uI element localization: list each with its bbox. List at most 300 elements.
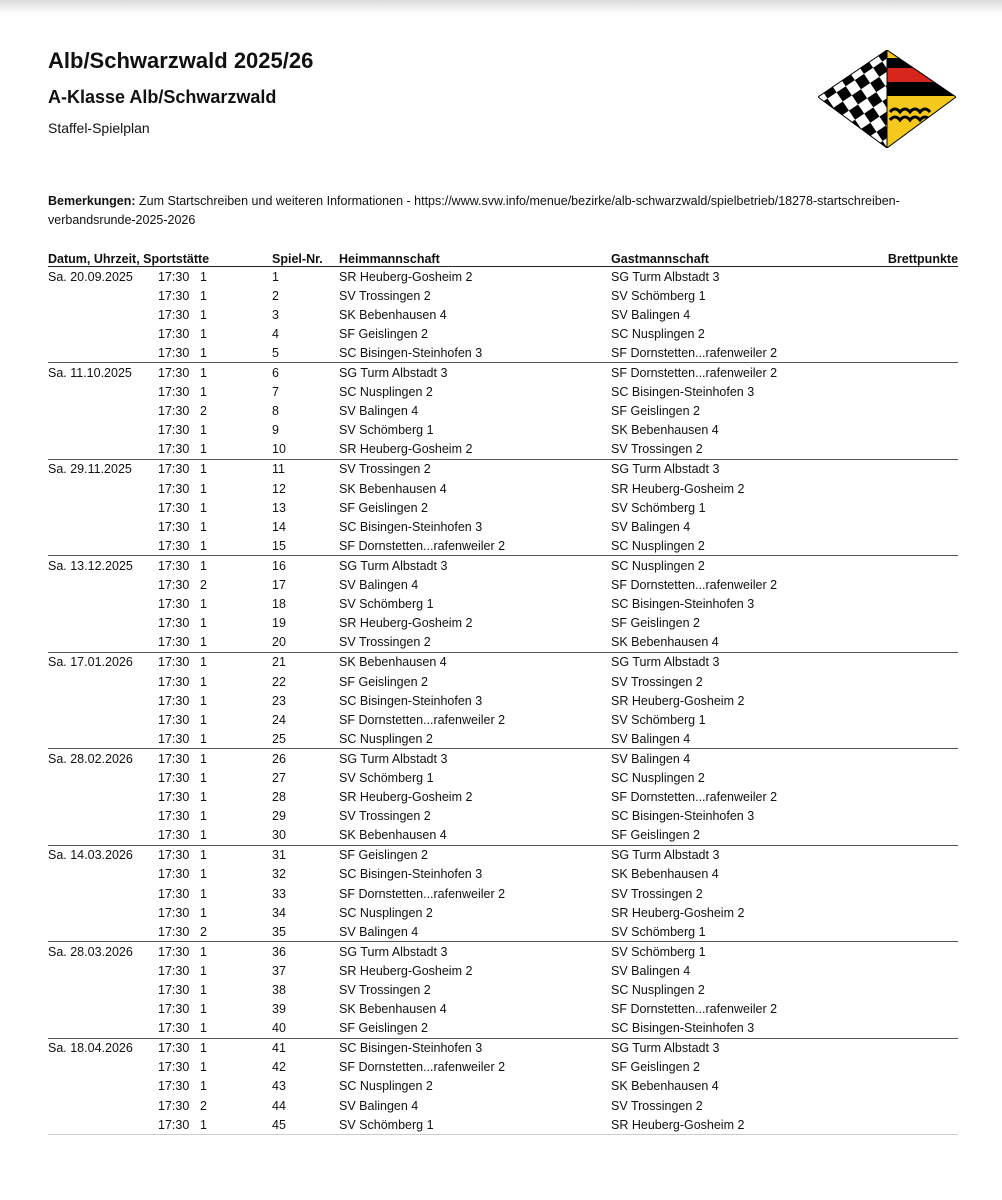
home-team: SV Schömberg 1	[339, 597, 434, 612]
game-time: 17:30	[158, 905, 190, 920]
page-title: Alb/Schwarzwald 2025/26	[48, 48, 314, 73]
game-nr: 10	[272, 442, 286, 457]
board-points	[883, 595, 958, 614]
table-row	[48, 459, 958, 479]
round-date	[48, 536, 158, 556]
home-team: SC Nusplingen 2	[339, 731, 433, 746]
game-venue: 1	[200, 481, 207, 496]
home-team: SV Balingen 4	[339, 404, 419, 419]
game-time: 17:30	[158, 924, 190, 939]
board-points	[883, 1096, 958, 1115]
game-nr: 31	[272, 845, 339, 865]
game-time: 17:30	[158, 385, 190, 400]
game-venue: 1	[200, 267, 272, 287]
table-row	[48, 903, 958, 922]
game-time: 17:30	[158, 845, 200, 865]
home-team: SK Bebenhausen 4	[339, 481, 447, 496]
home-team: SV Schömberg 1	[339, 1115, 611, 1135]
guest-team: SK Bebenhausen 4	[611, 423, 719, 438]
board-points	[883, 884, 958, 903]
guest-team: SF Dornstetten...rafenweiler 2	[611, 790, 778, 805]
game-time: 17:30	[158, 500, 190, 515]
board-points	[883, 672, 958, 691]
round-date	[48, 807, 158, 826]
game-nr: 12	[272, 481, 286, 496]
guest-team: SC Nusplingen 2	[611, 770, 705, 785]
guest-team: SR Heuberg-Gosheim 2	[611, 905, 745, 920]
round-date	[48, 768, 158, 787]
guest-team: SV Trossingen 2	[611, 1098, 703, 1113]
game-nr: 32	[272, 867, 286, 882]
game-venue: 1	[200, 556, 272, 576]
game-nr: 30	[272, 828, 286, 843]
game-venue: 1	[200, 1021, 207, 1036]
round-date	[48, 633, 158, 653]
game-nr: 20	[272, 635, 286, 650]
table-row	[48, 1077, 958, 1096]
round-date	[48, 498, 158, 517]
round-date: Sa. 20.09.2025	[48, 267, 158, 287]
table-row	[48, 922, 958, 942]
game-nr: 9	[272, 423, 279, 438]
header-home: Heimmannschaft	[339, 248, 611, 267]
game-venue: 1	[200, 731, 207, 746]
guest-team: SG Turm Albstadt 3	[611, 652, 883, 672]
home-team: SC Bisingen-Steinhofen 3	[339, 1038, 611, 1058]
home-team: SV Balingen 4	[339, 578, 419, 593]
guest-team: SK Bebenhausen 4	[611, 1079, 719, 1094]
game-venue: 1	[200, 828, 207, 843]
board-points	[883, 343, 958, 363]
game-venue: 1	[200, 288, 207, 303]
game-time: 17:30	[158, 597, 190, 612]
guest-team: SK Bebenhausen 4	[611, 867, 719, 882]
viewer-top-shade	[0, 0, 1002, 14]
round-date: Sa. 11.10.2025	[48, 363, 158, 383]
round-date	[48, 710, 158, 729]
board-points	[883, 865, 958, 884]
round-date	[48, 729, 158, 749]
game-nr: 34	[272, 905, 286, 920]
table-header-row	[48, 248, 958, 267]
round-date	[48, 691, 158, 710]
game-venue: 1	[200, 712, 207, 727]
game-venue: 2	[200, 1098, 207, 1113]
game-time: 17:30	[158, 983, 190, 998]
board-points	[883, 614, 958, 633]
round-date	[48, 1115, 158, 1135]
guest-team: SV Schömberg 1	[611, 500, 706, 515]
board-points	[883, 729, 958, 749]
home-team: SV Trossingen 2	[339, 288, 431, 303]
board-points	[883, 1115, 958, 1135]
table-row	[48, 1115, 958, 1135]
game-venue: 1	[200, 442, 207, 457]
logo-flag-half	[887, 50, 956, 148]
table-row	[48, 440, 958, 460]
game-nr: 24	[272, 712, 286, 727]
remarks-text: Zum Startschreiben und weiteren Informationen - https://www.svw.info/menue/bezirke/alb-schwarzwald/spielbetrieb/18278-startschreiben-verbandsrunde-2025-2026	[48, 194, 900, 227]
round-date	[48, 614, 158, 633]
table-row	[48, 1019, 958, 1039]
board-points	[883, 903, 958, 922]
table-row	[48, 556, 958, 576]
home-team: SK Bebenhausen 4	[339, 652, 611, 672]
game-nr: 27	[272, 770, 286, 785]
game-venue: 1	[200, 597, 207, 612]
game-time: 17:30	[158, 1002, 190, 1017]
round-date	[48, 961, 158, 980]
game-nr: 37	[272, 963, 286, 978]
game-time: 17:30	[158, 519, 190, 534]
game-time: 17:30	[158, 731, 190, 746]
home-team: SF Geislingen 2	[339, 326, 428, 341]
home-team: SR Heuberg-Gosheim 2	[339, 616, 473, 631]
game-venue: 1	[200, 1060, 207, 1075]
home-team: SG Turm Albstadt 3	[339, 749, 611, 769]
guest-team: SV Balingen 4	[611, 307, 691, 322]
game-nr: 11	[272, 459, 339, 479]
table-row	[48, 498, 958, 517]
game-venue: 1	[200, 809, 207, 824]
board-points	[883, 807, 958, 826]
round-date	[48, 402, 158, 421]
guest-team: SV Schömberg 1	[611, 288, 706, 303]
schedule-table	[48, 248, 958, 1135]
board-points	[883, 402, 958, 421]
guest-team: SF Geislingen 2	[611, 404, 700, 419]
game-venue: 2	[200, 578, 207, 593]
round-date	[48, 440, 158, 460]
game-venue: 1	[200, 790, 207, 805]
game-venue: 1	[200, 616, 207, 631]
board-points	[883, 576, 958, 595]
round-date	[48, 595, 158, 614]
home-team: SR Heuberg-Gosheim 2	[339, 442, 473, 457]
table-row	[48, 865, 958, 884]
guest-team: SF Geislingen 2	[611, 1060, 700, 1075]
guest-team: SV Balingen 4	[611, 519, 691, 534]
game-nr: 25	[272, 731, 286, 746]
table-row	[48, 1096, 958, 1115]
table-row	[48, 305, 958, 324]
home-team: SR Heuberg-Gosheim 2	[339, 790, 473, 805]
board-points	[883, 845, 958, 865]
home-team: SK Bebenhausen 4	[339, 307, 447, 322]
game-time: 17:30	[158, 307, 190, 322]
table-row	[48, 826, 958, 846]
guest-team: SV Trossingen 2	[611, 674, 703, 689]
board-points	[883, 556, 958, 576]
table-row	[48, 788, 958, 807]
home-team: SV Trossingen 2	[339, 983, 431, 998]
board-points	[883, 980, 958, 999]
document-type: Staffel-Spielplan	[48, 120, 150, 136]
table-row	[48, 402, 958, 421]
game-time: 17:30	[158, 538, 190, 553]
game-venue: 1	[200, 845, 272, 865]
game-venue: 1	[200, 693, 207, 708]
table-row	[48, 324, 958, 343]
board-points	[883, 691, 958, 710]
table-row	[48, 1058, 958, 1077]
board-points	[883, 324, 958, 343]
game-venue: 1	[200, 749, 272, 769]
table-row	[48, 421, 958, 440]
guest-team: SG Turm Albstadt 3	[611, 845, 883, 865]
round-date	[48, 305, 158, 324]
board-points	[883, 363, 958, 383]
table-row	[48, 595, 958, 614]
game-venue: 1	[200, 770, 207, 785]
round-date: Sa. 14.03.2026	[48, 845, 158, 865]
home-team: SV Trossingen 2	[339, 459, 611, 479]
game-time: 17:30	[158, 578, 190, 593]
league-title: A-Klasse Alb/Schwarzwald	[48, 87, 277, 107]
guest-team: SF Geislingen 2	[611, 828, 700, 843]
game-time: 17:30	[158, 1115, 200, 1135]
home-team: SK Bebenhausen 4	[339, 828, 447, 843]
guest-team: SC Bisingen-Steinhofen 3	[611, 385, 755, 400]
round-date	[48, 865, 158, 884]
guest-team: SC Nusplingen 2	[611, 556, 883, 576]
round-date	[48, 922, 158, 942]
home-team: SR Heuberg-Gosheim 2	[339, 267, 611, 287]
game-nr: 36	[272, 942, 339, 962]
board-points	[883, 826, 958, 846]
game-time: 17:30	[158, 635, 190, 650]
home-team: SC Nusplingen 2	[339, 1079, 433, 1094]
game-nr: 45	[272, 1115, 339, 1135]
home-team: SC Bisingen-Steinhofen 3	[339, 693, 483, 708]
guest-team: SV Schömberg 1	[611, 712, 706, 727]
game-time: 17:30	[158, 1021, 190, 1036]
game-time: 17:30	[158, 1098, 190, 1113]
board-points	[883, 286, 958, 305]
guest-team: SF Dornstetten...rafenweiler 2	[611, 1002, 778, 1017]
guest-team: SR Heuberg-Gosheim 2	[611, 693, 745, 708]
home-team: SF Dornstetten...rafenweiler 2	[339, 712, 506, 727]
game-nr: 44	[272, 1098, 286, 1113]
game-nr: 21	[272, 652, 339, 672]
game-time: 17:30	[158, 828, 190, 843]
chess-federation-logo-icon	[818, 50, 956, 148]
game-venue: 1	[200, 886, 207, 901]
guest-team: SG Turm Albstadt 3	[611, 267, 883, 287]
round-date	[48, 1058, 158, 1077]
game-time: 17:30	[158, 886, 190, 901]
round-date	[48, 421, 158, 440]
guest-team: SV Balingen 4	[611, 731, 691, 746]
game-nr: 2	[272, 288, 279, 303]
round-date	[48, 286, 158, 305]
board-points	[883, 1077, 958, 1096]
game-nr: 16	[272, 556, 339, 576]
game-time: 17:30	[158, 267, 200, 287]
guest-team: SC Nusplingen 2	[611, 538, 705, 553]
round-date	[48, 383, 158, 402]
home-team: SV Trossingen 2	[339, 635, 431, 650]
game-venue: 1	[200, 500, 207, 515]
game-time: 17:30	[158, 423, 190, 438]
home-team: SC Nusplingen 2	[339, 385, 433, 400]
guest-team: SF Dornstetten...rafenweiler 2	[611, 578, 778, 593]
game-time: 17:30	[158, 459, 200, 479]
game-nr: 43	[272, 1079, 286, 1094]
table-row	[48, 614, 958, 633]
board-points	[883, 1019, 958, 1039]
game-venue: 2	[200, 404, 207, 419]
home-team: SK Bebenhausen 4	[339, 1002, 447, 1017]
table-row	[48, 479, 958, 498]
home-team: SF Geislingen 2	[339, 674, 428, 689]
game-time: 17:30	[158, 712, 190, 727]
table-row	[48, 536, 958, 556]
game-venue: 1	[200, 538, 207, 553]
table-row	[48, 980, 958, 999]
game-time: 17:30	[158, 867, 190, 882]
round-date: Sa. 28.03.2026	[48, 942, 158, 962]
round-date	[48, 479, 158, 498]
game-venue: 1	[200, 1002, 207, 1017]
game-nr: 15	[272, 538, 286, 553]
home-team: SF Geislingen 2	[339, 845, 611, 865]
table-row	[48, 942, 958, 962]
game-nr: 39	[272, 1002, 286, 1017]
game-time: 17:30	[158, 652, 200, 672]
game-time: 17:30	[158, 693, 190, 708]
guest-team: SF Dornstetten...rafenweiler 2	[611, 363, 883, 383]
game-time: 17:30	[158, 809, 190, 824]
home-team: SC Bisingen-Steinhofen 3	[339, 867, 483, 882]
game-time: 17:30	[158, 556, 200, 576]
game-time: 17:30	[158, 1038, 200, 1058]
board-points	[883, 421, 958, 440]
round-date	[48, 343, 158, 363]
round-date: Sa. 18.04.2026	[48, 1038, 158, 1058]
table-row	[48, 672, 958, 691]
game-venue: 1	[200, 652, 272, 672]
guest-team: SG Turm Albstadt 3	[611, 1038, 883, 1058]
board-points	[883, 517, 958, 536]
game-nr: 35	[272, 924, 286, 939]
header-game-nr: Spiel-Nr.	[272, 248, 339, 267]
header-board-points: Brettpunkte	[883, 248, 958, 267]
game-time: 17:30	[158, 942, 200, 962]
game-time: 17:30	[158, 674, 190, 689]
game-time: 17:30	[158, 1060, 190, 1075]
board-points	[883, 961, 958, 980]
board-points	[883, 459, 958, 479]
home-team: SV Schömberg 1	[339, 423, 434, 438]
home-team: SG Turm Albstadt 3	[339, 556, 611, 576]
table-row	[48, 576, 958, 595]
game-time: 17:30	[158, 770, 190, 785]
table-row	[48, 633, 958, 653]
guest-team: SC Nusplingen 2	[611, 326, 705, 341]
header-guest: Gastmannschaft	[611, 248, 883, 267]
home-team: SV Balingen 4	[339, 924, 419, 939]
game-venue: 1	[200, 1079, 207, 1094]
game-nr: 1	[272, 267, 339, 287]
home-team: SG Turm Albstadt 3	[339, 363, 611, 383]
round-date: Sa. 17.01.2026	[48, 652, 158, 672]
table-row	[48, 884, 958, 903]
table-row	[48, 383, 958, 402]
game-nr: 33	[272, 886, 286, 901]
game-nr: 18	[272, 597, 286, 612]
round-date	[48, 788, 158, 807]
board-points	[883, 479, 958, 498]
guest-team: SF Dornstetten...rafenweiler 2	[611, 345, 778, 360]
round-date	[48, 672, 158, 691]
round-date	[48, 1000, 158, 1019]
table-row	[48, 807, 958, 826]
board-points	[883, 710, 958, 729]
remarks-label: Bemerkungen:	[48, 194, 136, 208]
board-points	[883, 652, 958, 672]
game-venue: 1	[200, 674, 207, 689]
guest-team: SC Bisingen-Steinhofen 3	[611, 809, 755, 824]
guest-team: SC Bisingen-Steinhofen 3	[611, 597, 755, 612]
game-nr: 4	[272, 326, 279, 341]
game-time: 17:30	[158, 363, 200, 383]
round-date	[48, 826, 158, 846]
guest-team: SV Balingen 4	[611, 749, 883, 769]
guest-team: SV Schömberg 1	[611, 942, 883, 962]
game-time: 17:30	[158, 749, 200, 769]
board-points	[883, 1038, 958, 1058]
home-team: SV Trossingen 2	[339, 809, 431, 824]
game-venue: 1	[200, 363, 272, 383]
game-venue: 1	[200, 385, 207, 400]
table-row	[48, 749, 958, 769]
game-nr: 19	[272, 616, 286, 631]
game-venue: 1	[200, 635, 207, 650]
home-team: SC Bisingen-Steinhofen 3	[339, 345, 483, 360]
table-row	[48, 691, 958, 710]
round-date: Sa. 28.02.2026	[48, 749, 158, 769]
game-venue: 1	[200, 1038, 272, 1058]
board-points	[883, 1058, 958, 1077]
remarks	[48, 192, 908, 230]
guest-team: SK Bebenhausen 4	[611, 635, 719, 650]
guest-team: SR Heuberg-Gosheim 2	[611, 1115, 883, 1135]
game-nr: 6	[272, 363, 339, 383]
game-nr: 42	[272, 1060, 286, 1075]
game-time: 17:30	[158, 963, 190, 978]
home-team: SV Schömberg 1	[339, 770, 434, 785]
guest-team: SC Bisingen-Steinhofen 3	[611, 1021, 755, 1036]
game-time: 17:30	[158, 481, 190, 496]
table-row	[48, 517, 958, 536]
guest-team: SV Trossingen 2	[611, 442, 703, 457]
game-venue: 1	[200, 326, 207, 341]
home-team: SR Heuberg-Gosheim 2	[339, 963, 473, 978]
home-team: SF Geislingen 2	[339, 500, 428, 515]
game-time: 17:30	[158, 1079, 190, 1094]
board-points	[883, 1000, 958, 1019]
home-team: SF Dornstetten...rafenweiler 2	[339, 886, 506, 901]
table-row	[48, 768, 958, 787]
home-team: SF Dornstetten...rafenweiler 2	[339, 538, 506, 553]
game-time: 17:30	[158, 616, 190, 631]
table-row	[48, 961, 958, 980]
game-nr: 17	[272, 578, 286, 593]
board-points	[883, 267, 958, 287]
home-team: SF Dornstetten...rafenweiler 2	[339, 1060, 506, 1075]
game-nr: 41	[272, 1038, 339, 1058]
